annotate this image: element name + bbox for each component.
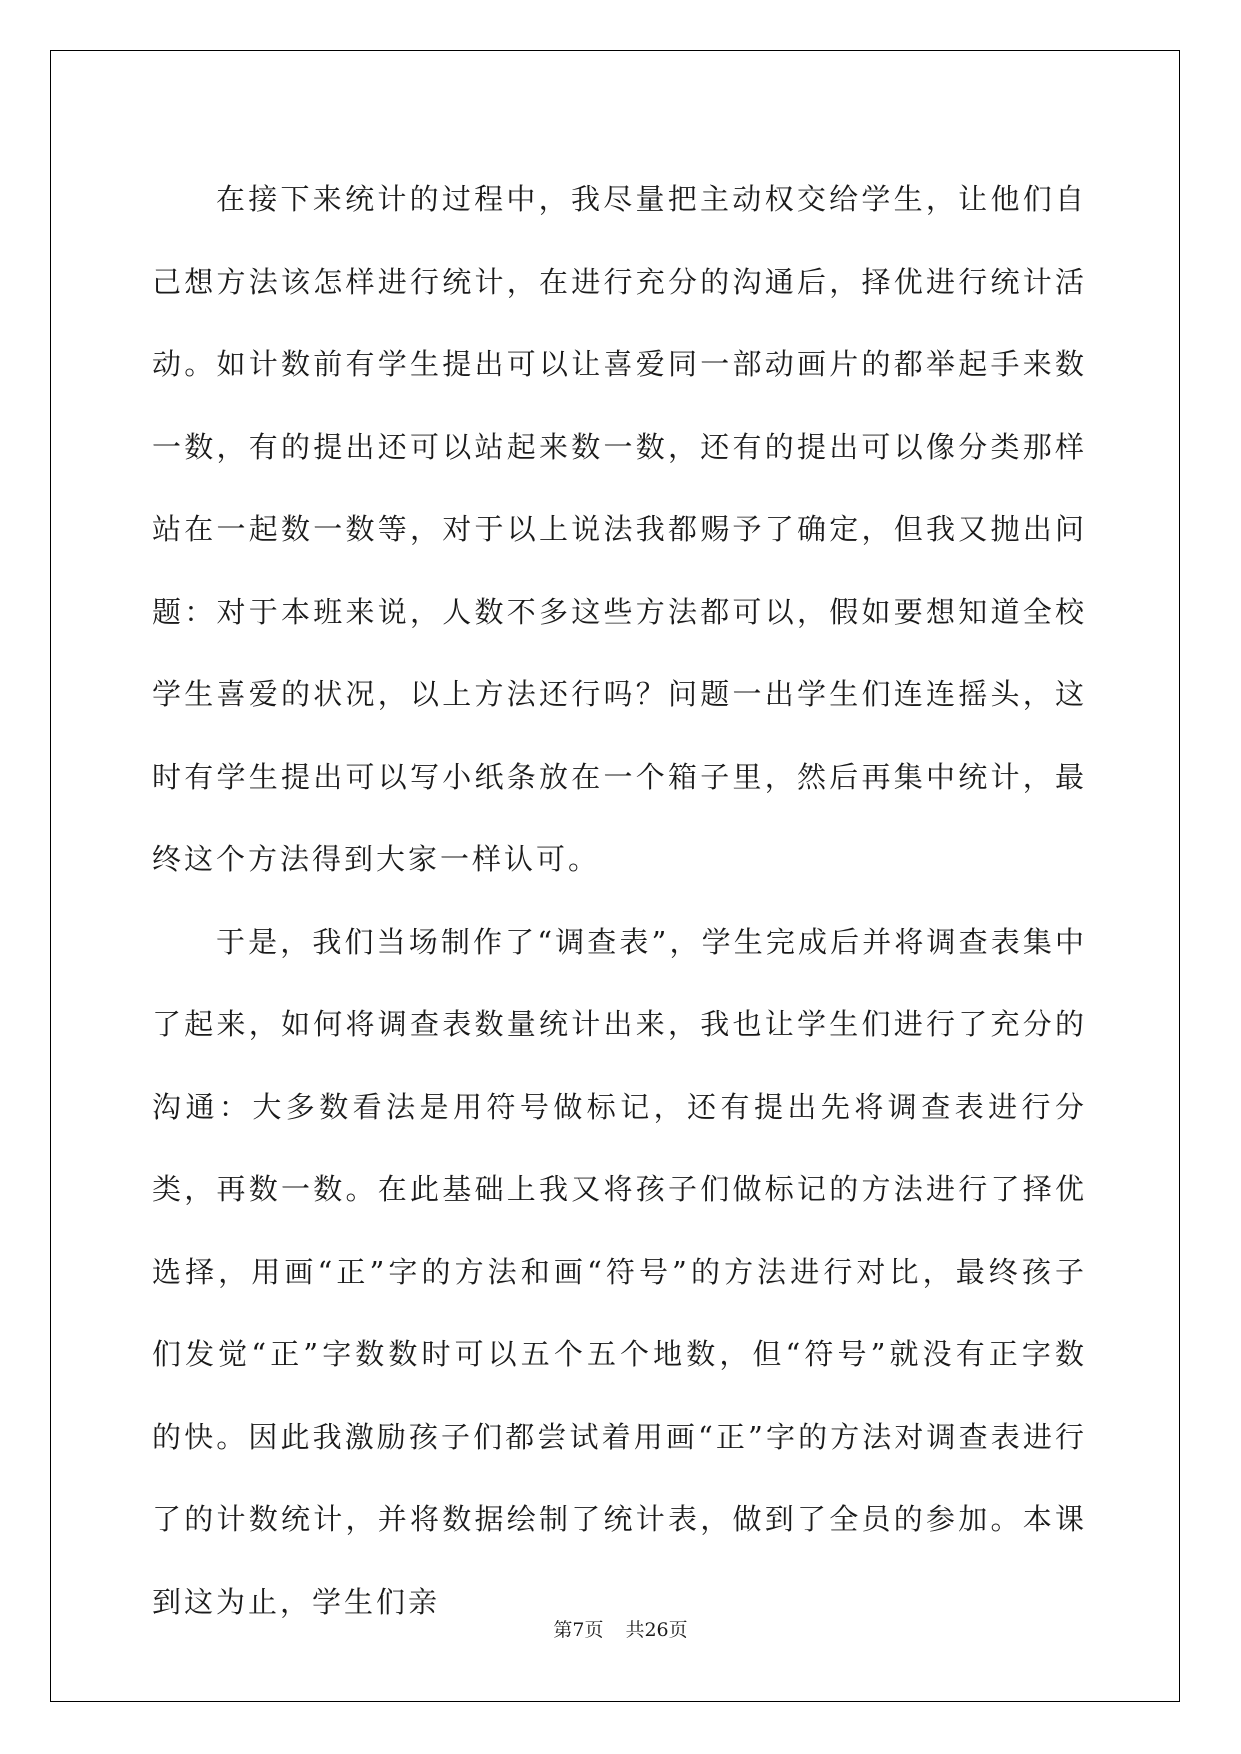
current-page-label: 第7页 [553, 1619, 604, 1641]
total-pages-label: 共26页 [625, 1619, 688, 1641]
page-footer [0, 1615, 1241, 1642]
paragraph-1: 在接下来统计的过程中，我尽量把主动权交给学生，让他们自己想方法该怎样进行统计，在进行充分的沟通后，择优进行统计活动。如计数前有学生提出可以让喜爱同一部动画片的都举起手来数一数，有的提出还可以站起来数一数，还有的提出可以像分类那样站在一起数一数等，对于以上说法我都赐予了确定，但我又抛出问题：对于本班来说，人数不多这些方法都可以，假如要想知道全校学生喜爱的状况，以上方法还行吗？问题一出学生们连连摇头，这时有学生提出可以写小纸条放在一个箱子里，然后再集中统计，最终这个方法得到大家一样认可。 [152, 182, 1087, 876]
paragraph-2: 于是，我们当场制作了“调查表”，学生完成后并将调查表集中了起来，如何将调查表数量统计出来，我也让学生们进行了充分的沟通：大多数看法是用符号做标记，还有提出先将调查表进行分类，再数一数。在此基础上我又将孩子们做标记的方法进行了择优选择，用画“正”字的方法和画“符号”的方法进行对比，最终孩子们发觉“正”字数数时可以五个五个地数，但“符号”就没有正字数的快。因此我激励孩子们都尝试着用画“正”字的方法对调查表进行了的计数统计，并将数据绘制了统计表，做到了全员的参加。本课到这为止，学生们亲 [152, 924, 1087, 1619]
document-body [152, 158, 1087, 1643]
